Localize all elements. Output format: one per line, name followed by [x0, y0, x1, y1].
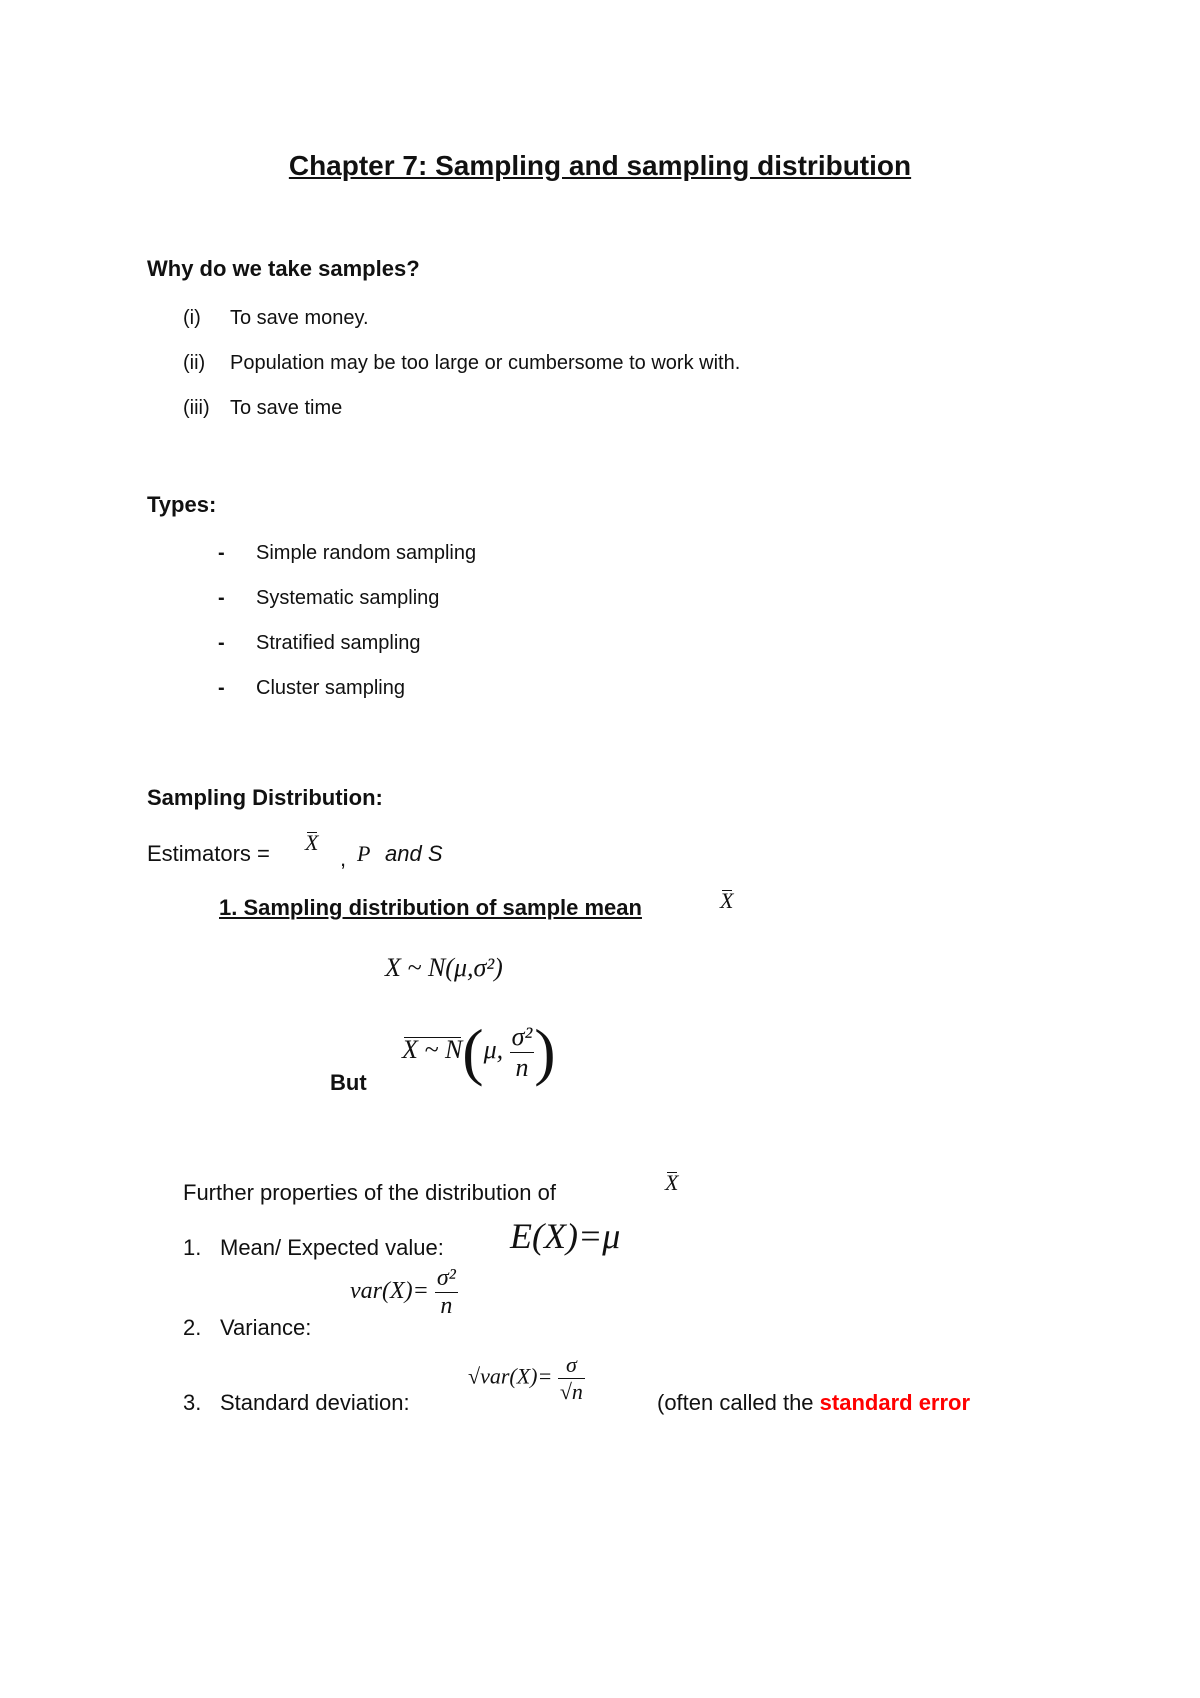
standard-deviation-fraction: $\frac{\sigma}{√n}$ — [559, 1352, 583, 1404]
estimator-xbar: X — [305, 830, 319, 855]
types-item: Simple random sampling — [256, 542, 477, 564]
property-num: 2. — [183, 1315, 202, 1340]
why-item-num: (iii) — [183, 397, 210, 419]
property-label: Mean/ Expected value: — [220, 1235, 444, 1260]
but-label: But — [330, 1070, 367, 1095]
why-item-text: To save money. — [230, 307, 369, 329]
why-heading: Why do we take samples? — [147, 256, 420, 281]
variance-fraction: $\frac{\text{σ²}}{n}$ — [436, 1265, 456, 1319]
mean-formula: E(X)=μ — [510, 1216, 621, 1256]
variance-formula: var(X)= $\frac{\text{σ²}}{n}$ — [350, 1265, 456, 1319]
estimator-and-s: and S — [385, 841, 443, 866]
standard-deviation-formula: √var(X)= $\frac{\sigma}{√n}$ — [468, 1352, 583, 1404]
types-heading: Types: — [147, 492, 217, 517]
estimators-label: Estimators = — [147, 841, 270, 866]
types-bullet: - — [218, 542, 225, 564]
sample-mean-subheading: 1. Sampling distribution of sample mean — [219, 895, 642, 920]
types-bullet: - — [218, 587, 225, 609]
equation-x-distribution: X ~ N(μ,σ²) — [385, 953, 503, 982]
types-item: Stratified sampling — [256, 632, 421, 654]
equation-fraction: $\frac{\text{σ²}}{n}$ — [511, 1021, 533, 1082]
properties-intro-xbar: X — [665, 1170, 679, 1195]
why-item-text: Population may be too large or cumbersome to work with. — [230, 352, 741, 374]
equation-xbar-distribution: X ~ N(μ, $\frac{\text{σ²}}{n}$ ) — [402, 1016, 556, 1087]
properties-intro: Further properties of the distribution of — [183, 1180, 556, 1205]
why-item-num: (i) — [183, 307, 201, 329]
types-bullet: - — [218, 677, 225, 699]
types-item: Cluster sampling — [256, 677, 405, 699]
property-label: Variance: — [220, 1315, 312, 1340]
estimator-p: P — [357, 841, 371, 866]
sampling-distribution-heading: Sampling Distribution: — [147, 785, 383, 810]
types-item: Systematic sampling — [256, 587, 440, 609]
standard-error-highlight: standard error — [819, 1390, 971, 1415]
standard-error-note: (often called the standard error — [657, 1390, 971, 1415]
page-title: Chapter 7: Sampling and sampling distribution — [288, 150, 912, 181]
property-label: Standard deviation: — [220, 1390, 410, 1415]
types-bullet: - — [218, 632, 225, 654]
estimator-separator: , — [340, 846, 347, 871]
why-item-text: To save time — [230, 397, 343, 419]
property-num: 1. — [183, 1235, 202, 1260]
property-num: 3. — [183, 1390, 202, 1415]
why-item-num: (ii) — [183, 352, 206, 374]
subheading-xbar: X — [720, 888, 734, 913]
